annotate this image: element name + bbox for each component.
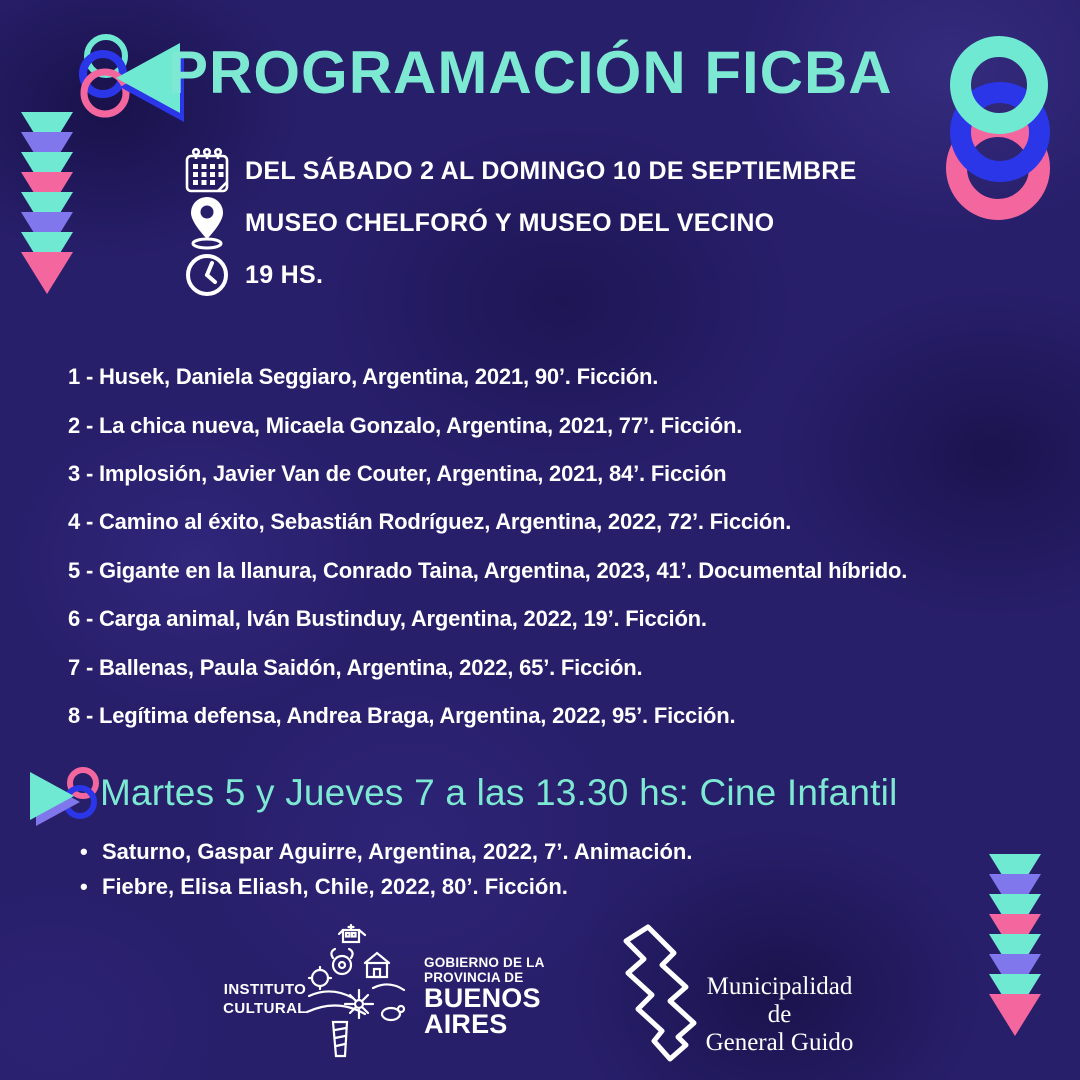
film-list — [68, 353, 907, 740]
instituto-line2: CULTURAL — [223, 1000, 307, 1017]
gobierno-line1: GOBIERNO DE LA — [424, 955, 545, 970]
kids-film-text: Saturno, Gaspar Aguirre, Argentina, 2022, 7’. Animación. — [102, 839, 693, 864]
play-right-rings-icon — [24, 766, 102, 830]
info-row-time — [183, 250, 857, 300]
kids-section-heading: Martes 5 y Jueves 7 a las 13.30 hs: Cine Infantil — [100, 772, 898, 813]
event-dates: DEL SÁBADO 2 AL DOMINGO 10 DE SEPTIEMBRE — [245, 156, 857, 185]
film-item: 4 - Camino al éxito, Sebastián Rodríguez, Argentina, 2022, 72’. Ficción. — [68, 509, 792, 535]
general-guido-map-logo — [612, 924, 700, 1062]
film-item: 1 - Husek, Daniela Seggiaro, Argentina, 2021, 90’. Ficción. — [68, 364, 659, 390]
gobierno-line4: AIRES — [424, 1009, 508, 1039]
gobierno-line3: BUENOS — [424, 983, 541, 1013]
municipalidad-line2: General Guido — [705, 1029, 854, 1056]
municipalidad-line1: Municipalidad de — [706, 973, 853, 1028]
film-item: 6 - Carga animal, Iván Bustinduy, Argentina, 2022, 19’. Ficción. — [68, 606, 707, 632]
calendar-icon — [183, 147, 231, 195]
chevrons-down-ornament-left — [20, 112, 74, 296]
municipalidad-label — [692, 973, 867, 1057]
kids-film-list — [76, 834, 693, 904]
event-info — [183, 146, 857, 302]
buenos-aires-doodle-logo — [303, 922, 411, 1060]
page-title: PROGRAMACIÓN FICBA — [168, 39, 893, 106]
film-item: 5 - Gigante en la llanura, Conrado Taina, Argentina, 2023, 41’. Documental híbrido. — [68, 557, 908, 583]
ring-teal — [950, 36, 1048, 134]
instituto-line1: INSTITUTO — [223, 981, 307, 998]
kids-film-item — [76, 834, 693, 869]
event-venues: MUSEO CHELFORÓ Y MUSEO DEL VECINO — [245, 208, 775, 237]
info-row-dates — [183, 146, 857, 196]
gobierno-provincia-label — [424, 955, 545, 1037]
clock-icon — [183, 252, 231, 298]
bullet-icon: • — [80, 839, 88, 864]
chevrons-down-ornament-right — [988, 854, 1042, 1038]
film-item: 8 - Legítima defensa, Andrea Braga, Argentina, 2022, 95’. Ficción. — [68, 702, 736, 728]
bullet-icon: • — [80, 874, 88, 899]
film-item: 3 - Implosión, Javier Van de Couter, Argentina, 2021, 84’. Ficción — [68, 460, 727, 486]
event-time: 19 HS. — [245, 260, 324, 289]
film-item: 7 - Ballenas, Paula Saidón, Argentina, 2022, 65’. Ficción. — [68, 654, 643, 680]
info-row-venue — [183, 198, 857, 248]
location-pin-icon — [183, 196, 231, 250]
gobierno-line2: PROVINCIA DE — [424, 970, 524, 985]
instituto-cultural-label — [218, 980, 312, 1018]
film-item: 2 - La chica nueva, Micaela Gonzalo, Argentina, 2021, 77’. Ficción. — [68, 412, 743, 438]
kids-film-text: Fiebre, Elisa Eliash, Chile, 2022, 80’. Ficción. — [102, 874, 568, 899]
kids-film-item — [76, 869, 693, 904]
